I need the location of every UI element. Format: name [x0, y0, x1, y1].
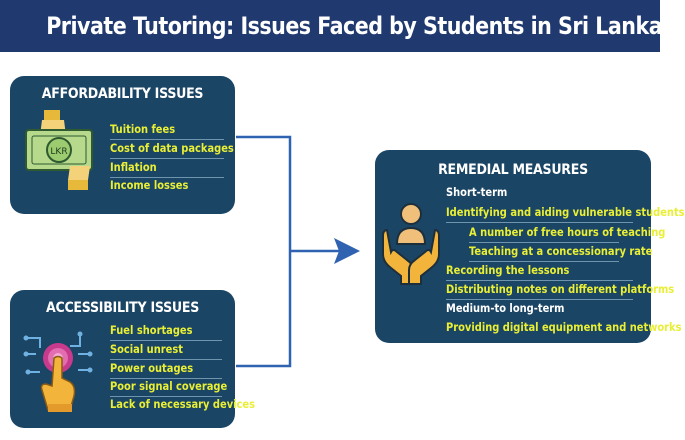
accessibility-item: Power outages	[110, 361, 194, 375]
touch-circuit-icon	[20, 324, 98, 414]
lkr-label: LKR	[50, 147, 68, 157]
accessibility-item: Poor signal coverage	[110, 379, 228, 393]
affordability-item: Income losses	[110, 178, 189, 192]
accessibility-title: ACCESSIBILITY ISSUES	[45, 300, 200, 316]
affordability-box	[10, 76, 235, 214]
accessibility-item: Fuel shortages	[110, 323, 193, 337]
affordability-item: Cost of data packages	[110, 141, 234, 155]
remedial-item: Distributing notes on different platforms	[446, 282, 675, 296]
person-in-hands-icon	[381, 200, 441, 284]
accessibility-item: Social unrest	[110, 342, 183, 356]
remedial-title: REMEDIAL MEASURES	[438, 162, 588, 178]
page-title: Private Tutoring: Issues Faced by Students in Sri Lanka	[46, 12, 663, 40]
affordability-item: Tuition fees	[110, 122, 176, 136]
remedial-sub-item: Teaching at a concessionary rate	[469, 244, 653, 258]
remedial-item: Recording the lessons	[446, 263, 570, 277]
remedial-item: Identifying and aiding vulnerable students	[446, 205, 685, 219]
remedial-item: Providing digital equipment and networks	[446, 320, 682, 334]
accessibility-box	[10, 290, 256, 428]
money-hands-icon	[22, 110, 104, 192]
affordability-item: Inflation	[110, 160, 157, 174]
short-term-heading: Short-term	[446, 185, 508, 199]
remedial-sub-item: A number of free hours of teaching	[469, 225, 666, 239]
accessibility-item: Lack of necessary devices	[110, 397, 256, 411]
long-term-heading: Medium-to long-term	[446, 301, 565, 315]
affordability-title: AFFORDABILITY ISSUES	[41, 86, 204, 102]
remedial-box	[375, 150, 685, 343]
